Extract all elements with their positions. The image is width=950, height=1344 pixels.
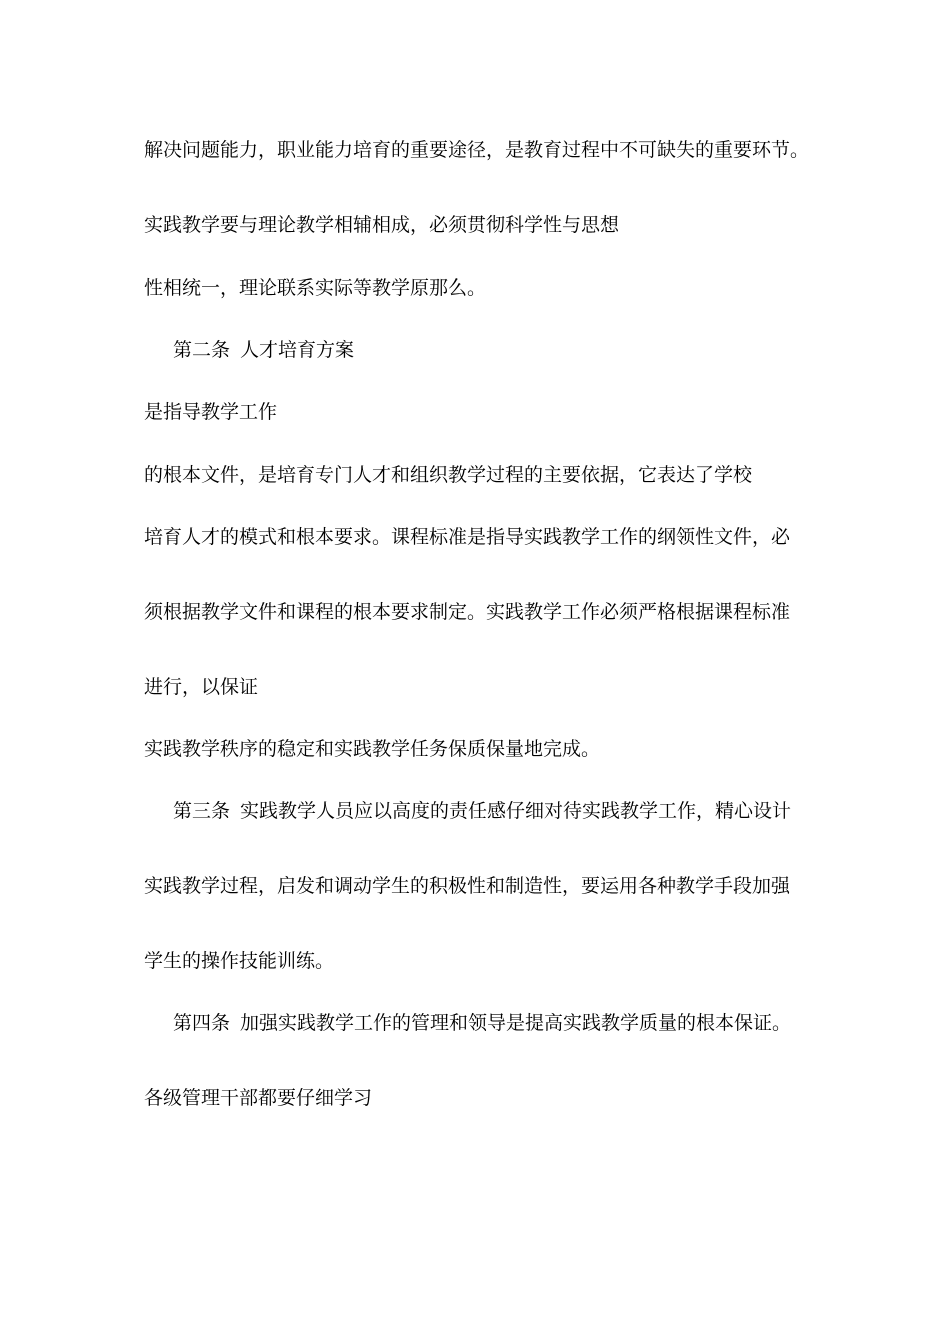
- text-span: 实践教学过程，启发和调动学生的积极性和制造性，要运用各种教学手段加强: [144, 875, 791, 897]
- paragraph-line: [144, 138, 809, 162]
- article-number: 第二条: [173, 339, 231, 361]
- text-span: 进行，以保证: [144, 676, 259, 698]
- text-span: 的根本文件，是培育专门人才和组织教学过程的主要依据，它表达了学校: [144, 464, 753, 486]
- text-span: 学生的操作技能训练。: [144, 950, 335, 972]
- paragraph-line: [144, 525, 790, 549]
- article-number: 第三条: [173, 800, 231, 822]
- paragraph-line: [144, 600, 790, 624]
- paragraph-line: [144, 400, 277, 424]
- paragraph-line: [144, 675, 258, 699]
- paragraph-line: [144, 737, 600, 761]
- text-span: 培育人才的模式和根本要求。课程标准是指导实践教学工作的纲领性文件，必: [144, 526, 791, 548]
- text-span: 解决问题能力，职业能力培育的重要途径，是教育过程中不可缺失的重要环节。: [144, 139, 810, 161]
- article-number: 第四条: [173, 1012, 231, 1034]
- article-heading-line: [173, 799, 791, 823]
- paragraph-line: [144, 949, 334, 973]
- paragraph-line: [144, 276, 486, 300]
- text-span: 人才培育方案: [240, 339, 355, 361]
- text-span: 各级管理干部都要仔细学习: [144, 1087, 373, 1109]
- paragraph-line: [144, 213, 619, 237]
- text-span: 性相统一，理论联系实际等教学原那么。: [144, 277, 487, 299]
- text-span: 须根据教学文件和课程的根本要求制定。实践教学工作必须严格根据课程标准: [144, 601, 791, 623]
- text-span: 实践教学秩序的稳定和实践教学任务保质保量地完成。: [144, 738, 601, 760]
- article-heading-line: [173, 338, 354, 362]
- text-span: 实践教学要与理论教学相辅相成，必须贯彻科学性与思想: [144, 214, 620, 236]
- paragraph-line: [144, 463, 752, 487]
- paragraph-line: [144, 1086, 372, 1110]
- text-span: 是指导教学工作: [144, 401, 278, 423]
- text-span: 加强实践教学工作的管理和领导是提高实践教学质量的根本保证。: [240, 1012, 792, 1034]
- text-span: 实践教学人员应以高度的责任感仔细对待实践教学工作，精心设计: [240, 800, 792, 822]
- paragraph-line: [144, 874, 790, 898]
- article-heading-line: [173, 1011, 791, 1035]
